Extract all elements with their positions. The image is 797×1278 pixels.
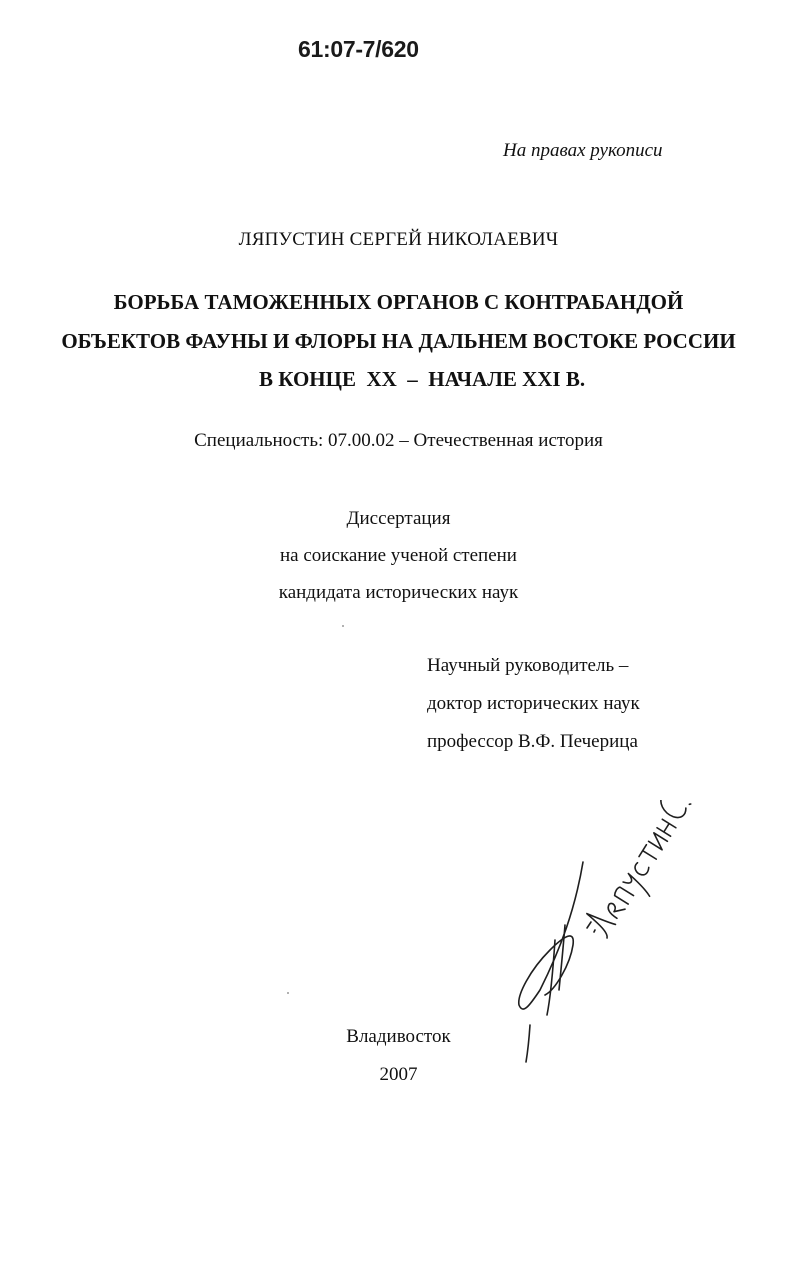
title-line: В КОНЦЕ XX – НАЧАЛЕ XXI В. (259, 367, 586, 391)
title-line: ОБЪЕКТОВ ФАУНЫ И ФЛОРЫ НА ДАЛЬНЕМ ВОСТОКЕ РОССИИ (61, 329, 736, 353)
degree-line: на соискание ученой степени (280, 545, 517, 566)
scan-speck (287, 992, 289, 994)
signature-mark (587, 922, 591, 928)
signature-stroke (559, 925, 565, 990)
year: 2007 (379, 1064, 418, 1085)
degree-line: кандидата исторических наук (278, 582, 519, 603)
title-line: БОРЬБА ТАМОЖЕННЫХ ОРГАНОВ С КОНТРАБАНДОЙ (113, 290, 684, 314)
supervisor-line: Научный руководитель – (427, 655, 629, 676)
scan-speck (342, 625, 344, 627)
signature-mark (594, 930, 595, 932)
supervisor-line: доктор исторических наук (427, 693, 640, 714)
catalog-code: 61:07-7/620 (298, 36, 419, 62)
author-name: ЛЯПУСТИН СЕРГЕЙ НИКОЛАЕВИЧ (238, 229, 559, 250)
supervisor-line: профессор В.Ф. Печерица (427, 731, 638, 752)
rights-note: На правах рукописи (503, 140, 663, 161)
specialty: Специальность: 07.00.02 – Отечественная история (194, 430, 603, 451)
degree-line: Диссертация (346, 508, 451, 529)
city: Владивосток (346, 1026, 451, 1047)
